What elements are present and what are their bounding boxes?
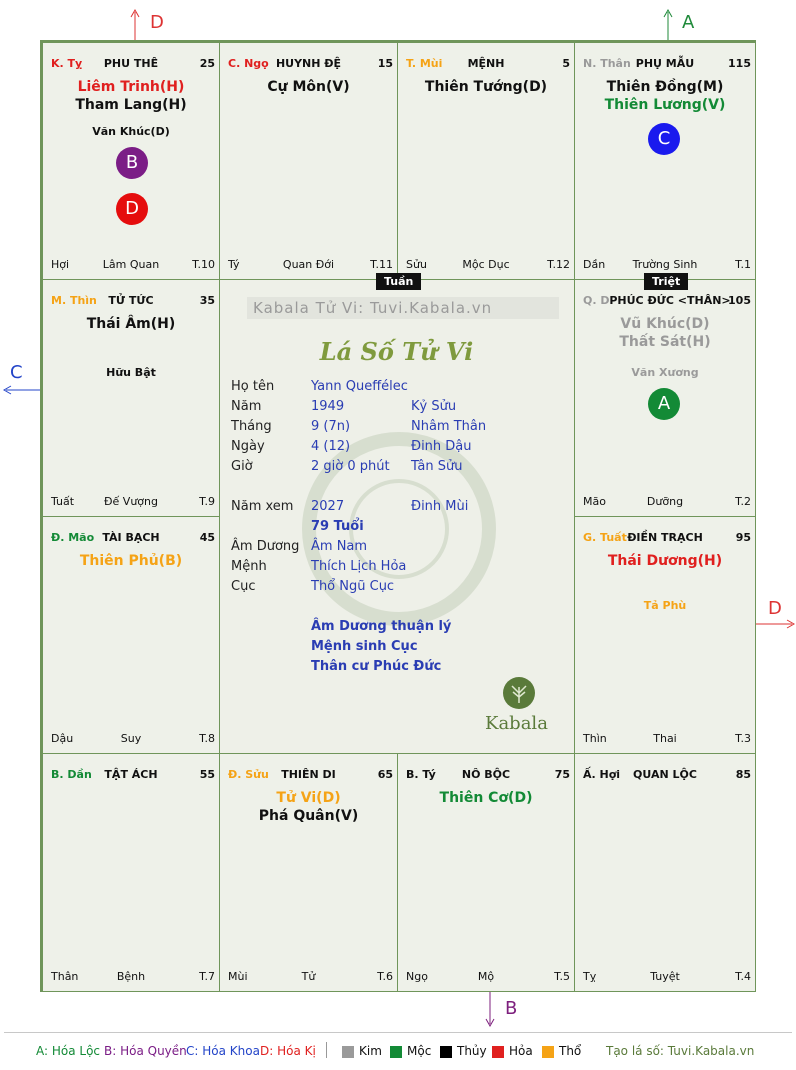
footer-center: Bệnh (116, 970, 146, 983)
main-star-1: Tử Vi(D) (276, 790, 341, 806)
palace-huynh-de[interactable] (219, 42, 398, 280)
moc-swatch (390, 1046, 402, 1058)
label-nam-xem: Năm xem (231, 499, 294, 514)
branch-label: N. Thân (583, 57, 631, 70)
main-star-1: Thiên Tướng(D) (424, 79, 548, 95)
palace-name: PHỤ MẪU (635, 57, 695, 70)
branch-label: Ấ. Hợi (583, 768, 621, 781)
note-2: Mệnh sinh Cục (311, 639, 418, 654)
label-nam: Năm (231, 399, 262, 414)
branch-label: B. Tý (406, 768, 436, 781)
footer-center: Dưỡng (646, 495, 684, 508)
footer-left: Tý (228, 258, 240, 271)
footer-left: Mùi (228, 970, 248, 983)
kabala-logo-text: Kabala (485, 713, 548, 734)
site-watermark: Kabala Tử Vi: Tuvi.Kabala.vn (247, 297, 559, 319)
site-link[interactable]: Tạo lá số: Tuvi.Kabala.vn (606, 1044, 755, 1058)
hoa-swatch (492, 1046, 504, 1058)
main-star-1: Thiên Phủ(B) (79, 553, 183, 569)
branch-label: M. Thìn (51, 294, 97, 307)
chart-title: Lá Số Tử Vi (319, 337, 474, 366)
branch-label: Đ. Mão (51, 531, 95, 544)
minor-star: Văn Khúc(D) (92, 125, 170, 138)
palace-name: HUYNH ĐỆ (275, 57, 342, 70)
main-star-1: Thái Dương(H) (607, 553, 723, 569)
palace-name: NÔ BỘC (461, 768, 511, 781)
arrow-label-top-left: D (150, 12, 164, 33)
age-label: 85 (735, 768, 751, 781)
footer-center: Mộ (477, 970, 495, 983)
arrow-label-left: C (10, 362, 23, 383)
footer-left: Tỵ (583, 970, 597, 983)
value-thang-canchi: Nhâm Thân (411, 419, 487, 434)
triet-tag: Triệt (644, 273, 688, 290)
legend-hoa-khoa: C: Hóa Khoa (186, 1044, 260, 1058)
kabala-logo-icon (501, 675, 537, 711)
main-star-1: Cự Môn(V) (267, 79, 350, 95)
label-cuc: Cục (231, 579, 256, 594)
footer-right: T.3 (735, 732, 751, 745)
palace-dien-trach[interactable] (574, 516, 756, 754)
palace-name: QUAN LỘC (633, 768, 697, 781)
footer-right: T.1 (735, 258, 751, 271)
tho-swatch (542, 1046, 554, 1058)
palace-tat-ach[interactable] (42, 753, 220, 992)
branch-label: T. Mùi (406, 57, 443, 70)
value-cuc: Thổ Ngũ Cục (311, 579, 395, 594)
value-ho-ten: Yann Queffélec (311, 379, 408, 394)
footer-right: T.10 (192, 258, 215, 271)
age-label: 35 (199, 294, 215, 307)
thuy-swatch (440, 1046, 452, 1058)
palace-quan-loc[interactable] (574, 753, 756, 992)
palace-phu-mau[interactable] (574, 42, 756, 280)
note-1: Âm Dương thuận lý (311, 619, 452, 634)
footer-right: T.7 (199, 970, 215, 983)
branch-label: Đ. Sửu (228, 768, 269, 781)
minor-star: Hữu Bật (106, 366, 156, 379)
minor-star: Tả Phù (643, 599, 687, 612)
main-star-2: Thất Sát(H) (619, 334, 711, 350)
value-nam-xem-canchi: Đinh Mùi (411, 499, 469, 514)
arrow-label-bottom: B (505, 998, 518, 1019)
palace-name: TẬT ÁCH (104, 768, 158, 781)
main-star-1: Thái Âm(H) (86, 316, 176, 332)
label-thang: Tháng (231, 419, 272, 434)
palace-phuc-duc[interactable] (574, 279, 756, 517)
palace-name: ĐIỀN TRẠCH (627, 531, 703, 544)
age-label: 5 (562, 57, 570, 70)
footer-left: Sửu (406, 258, 427, 271)
value-gio: 2 giờ 0 phút (311, 459, 390, 474)
footer-left: Thân (51, 970, 79, 983)
palace-name: THIÊN DI (281, 768, 336, 781)
label-ho-ten: Họ tên (231, 379, 275, 394)
age-label: 115 (728, 57, 751, 70)
footer-center: Mộc Dục (462, 258, 510, 271)
legend-divider (4, 1032, 792, 1033)
footer-right: T.6 (377, 970, 393, 983)
main-star-2: Thiên Lương(V) (604, 97, 726, 113)
value-am-duong: Âm Nam (311, 539, 368, 554)
footer-center: Quan Đới (282, 258, 335, 271)
footer-left: Hợi (51, 258, 70, 271)
palace-menh[interactable] (397, 42, 575, 280)
kim-swatch (342, 1046, 354, 1058)
age-label: 65 (377, 768, 393, 781)
footer-left: Thìn (583, 732, 607, 745)
branch-label: G. Tuất (583, 531, 627, 544)
branch-label: K. Tỵ (51, 57, 83, 70)
legend-kim: Kim (359, 1044, 382, 1058)
note-3: Thân cư Phúc Đức (311, 659, 442, 674)
main-star-2: Phá Quân(V) (258, 808, 359, 824)
label-ngay: Ngày (231, 439, 265, 454)
value-nam-xem: 2027 (311, 499, 345, 514)
palace-no-boc[interactable] (397, 753, 575, 992)
legend-moc: Mộc (407, 1044, 432, 1058)
footer-right: T.11 (370, 258, 393, 271)
value-ngay: 4 (12) (311, 439, 351, 454)
palace-name: MỆNH (467, 57, 505, 70)
age-label: 55 (199, 768, 215, 781)
value-menh: Thích Lịch Hỏa (311, 559, 407, 574)
footer-right: T.12 (547, 258, 570, 271)
branch-label: B. Dần (51, 768, 92, 781)
footer-center: Đế Vượng (104, 495, 158, 508)
minor-star: Văn Xương (631, 366, 699, 379)
footer-right: T.5 (554, 970, 570, 983)
footer-left: Ngọ (406, 970, 428, 983)
age-label: 105 (728, 294, 751, 307)
legend-hoa-ki: D: Hóa Kị (260, 1044, 316, 1058)
value-ngay-canchi: Đinh Dậu (411, 439, 472, 454)
age-label: 15 (377, 57, 393, 70)
main-star-1: Thiên Đồng(M) (606, 79, 724, 95)
footer-right: T.2 (735, 495, 751, 508)
age-label: 75 (554, 768, 570, 781)
palace-tai-bach[interactable] (42, 516, 220, 754)
age-label: 25 (199, 57, 215, 70)
palace-name: PHU THÊ (103, 57, 159, 70)
label-am-duong: Âm Dương (231, 539, 300, 554)
footer-center: Suy (120, 732, 142, 745)
main-star-1: Thiên Cơ(D) (439, 790, 533, 806)
legend-thuy: Thủy (457, 1044, 487, 1058)
center-info-panel (219, 279, 574, 754)
arrow-label-right: D (768, 598, 782, 619)
main-star-2: Tham Lang(H) (75, 97, 187, 113)
value-nam-canchi: Kỷ Sửu (411, 399, 457, 414)
age-label: 95 (735, 531, 751, 544)
arrow-label-top-right: A (682, 12, 695, 33)
palace-thien-di[interactable] (219, 753, 398, 992)
footer-center: Tử (301, 970, 316, 983)
main-star-1: Liêm Trinh(H) (77, 79, 185, 95)
tuan-tag: Tuần (376, 273, 421, 290)
legend-hoa-loc: A: Hóa Lộc (36, 1044, 101, 1058)
hoa-khoa-badge: C (648, 123, 680, 155)
label-menh: Mệnh (231, 559, 267, 574)
main-star-1: Vũ Khúc(D) (620, 316, 710, 332)
legend-separator (326, 1042, 327, 1058)
palace-name: TÀI BẠCH (102, 531, 160, 544)
palace-tu-tuc[interactable] (42, 279, 220, 517)
footer-left: Dần (583, 258, 606, 271)
footer-right: T.4 (735, 970, 751, 983)
hoa-loc-badge: A (648, 388, 680, 420)
age-label: 45 (199, 531, 215, 544)
legend-hoa-quyen: B: Hóa Quyền (104, 1044, 187, 1058)
value-nam: 1949 (311, 399, 345, 414)
footer-center: Lâm Quan (102, 258, 160, 271)
value-tuoi: 79 Tuổi (311, 519, 364, 534)
palace-name: PHÚC ĐỨC <THÂN> (609, 294, 731, 307)
branch-label: C. Ngọ (228, 57, 269, 70)
label-gio: Giờ (231, 459, 253, 474)
palace-phu-the[interactable] (42, 42, 220, 280)
footer-center: Tuyệt (650, 970, 680, 983)
footer-center: Thai (653, 732, 677, 745)
value-thang: 9 (7n) (311, 419, 351, 434)
footer-left: Dậu (51, 732, 74, 745)
hoa-quyen-badge: B (116, 147, 148, 179)
hoa-ki-badge: D (116, 193, 148, 225)
palace-name: TỬ TỨC (108, 294, 154, 307)
footer-left: Tuất (51, 495, 75, 508)
horoscope-chart (40, 40, 756, 992)
branch-label: Q. D (583, 294, 610, 307)
legend-hoa: Hỏa (509, 1044, 533, 1058)
footer-left: Mão (583, 495, 606, 508)
footer-center: Trường Sinh (632, 258, 698, 271)
footer-right: T.8 (199, 732, 215, 745)
value-gio-canchi: Tân Sửu (411, 459, 463, 474)
footer-right: T.9 (199, 495, 215, 508)
legend-tho: Thổ (559, 1044, 582, 1058)
